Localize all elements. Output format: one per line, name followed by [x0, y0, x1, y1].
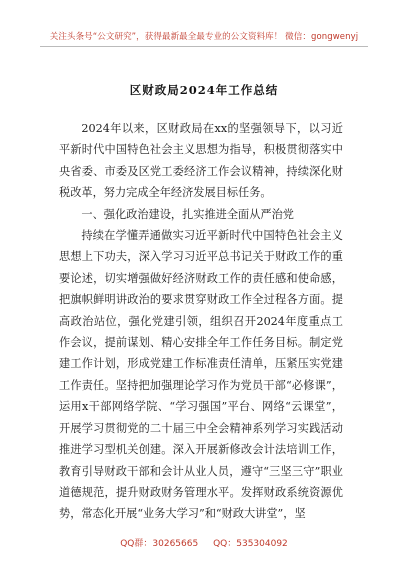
- section-heading: 一、强化政治建设，扎实推进全面从严治党: [81, 207, 294, 221]
- footer-contact: [0, 536, 408, 549]
- body-paragraph: 持续在学懂弄通做实习近平新时代中国特色社会主义思想上下功夫，深入学习习近平总书记关于财政工作的重要论述，切实增强做好经济财政工作的责任感和使命感，把旗帜鲜明讲政治的要求贯穿财政工作全过程各方面。提高政治站位，强化党建引领，组织召开2024年度重点工作会议，提前谋划、精心安排全年工作任务目标。制定党建工作计划，形成党建工作标准责任清单，压紧压实党建工作责任。坚持把加强理论学习作为党员干部“必修课”，运用x干部网络学院、“学习强国”平台、网络“云课堂”，开展学习贯彻党的二十届三中全会精神系列学习实践活动推进学习型机关创建。深入开展新修改会计法培训工作，教育引导财政干部和会计从业人员，遵守“三坚三守”职业道德规范，提升财政财务管理水平。发挥财政系统资源优势，常态化开展“业务大学习”和“财政大讲堂”，坚: [59, 229, 343, 521]
- header-notice: 关注头条号“公文研究”，获得最新最全最专业的公文资料库！ 微信：gongwenyj: [49, 32, 359, 42]
- intro-paragraph: 2024年以来，区财政局在xx的坚强领导下，以习近平新时代中国特色社会主义思想为指导，积极贯彻落实中央省委、市委及区党工委经济工作会议精神，持续深化财税改革，努力完成全年经济发展目标任务。: [59, 122, 343, 200]
- document-title: 区财政局2024年工作总结: [129, 83, 279, 97]
- document-body: [59, 118, 343, 525]
- footer-qq: QQ：535304092: [213, 539, 288, 549]
- header-divider: [40, 46, 368, 47]
- footer-qq-group: QQ群：30265665: [120, 539, 199, 549]
